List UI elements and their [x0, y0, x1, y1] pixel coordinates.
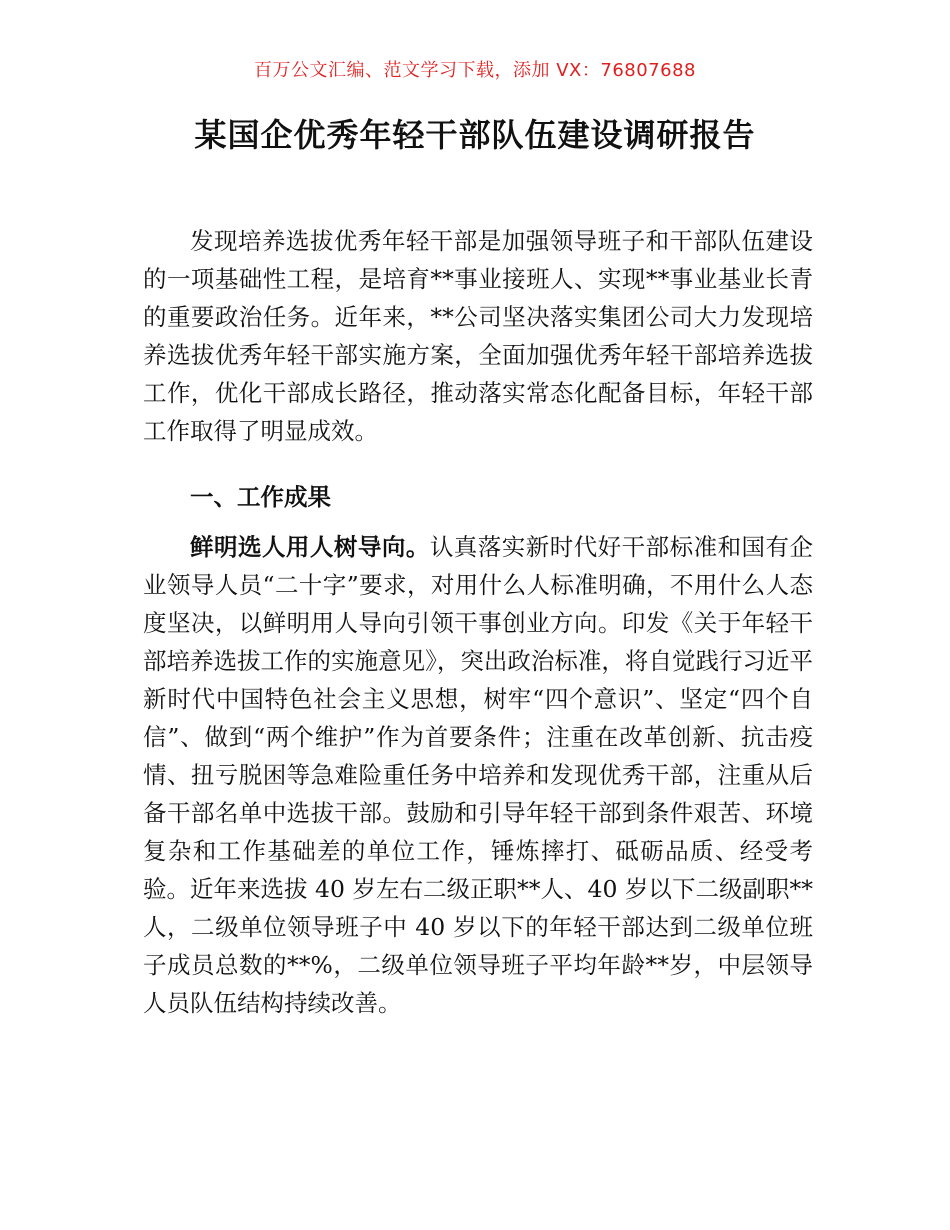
header-watermark-note: 百万公文汇编、范文学习下载，添加 VX：76807688: [254, 60, 696, 81]
section-heading: 一、工作成果: [190, 483, 331, 511]
paragraph-lead: 鲜明选人用人树导向。: [190, 533, 430, 561]
section-paragraph: [143, 528, 813, 1022]
document-title: 某国企优秀年轻干部队伍建设调研报告: [194, 116, 756, 154]
intro-paragraph: 发现培养选拔优秀年轻干部是加强领导班子和干部队伍建设的一项基础性工程，是培育**事业接班人、实现**事业基业长青的重要政治任务。近年来，**公司坚决落实集团公司大力发现培养选拔优秀年轻干部实施方案，全面加强优秀年轻干部培养选拔工作，优化干部成长路径，推动落实常态化配备目标，年轻干部工作取得了明显成效。: [143, 227, 813, 445]
paragraph-body: 认真落实新时代好干部标准和国有企业领导人员“二十字”要求，对用什么人标准明确，不用什么人态度坚决，以鲜明用人导向引领干事创业方向。印发《关于年轻干部培养选拔工作的实施意见》，突出政治标准，将自觉践行习近平新时代中国特色社会主义思想，树牢“四个意识”、坚定“四个自信”、做到“两个维护”作为首要条件；注重在改革创新、抗击疫情、扭亏脱困等急难险重任务中培养和发现优秀干部，注重从后备干部名单中选拔干部。鼓励和引导年轻干部到条件艰苦、环境复杂和工作基础差的单位工作，锤炼摔打、砥砺品质、经受考验。近年来选拔 40 岁左右二级正职**人、40 岁以下二级副职**人，二级单位领导班子中 40 岁以下的年轻干部达到二级单位班子成员总数的**%，二级单位领导班子平均年龄**岁，中层领导人员队伍结构持续改善。: [143, 533, 814, 1017]
